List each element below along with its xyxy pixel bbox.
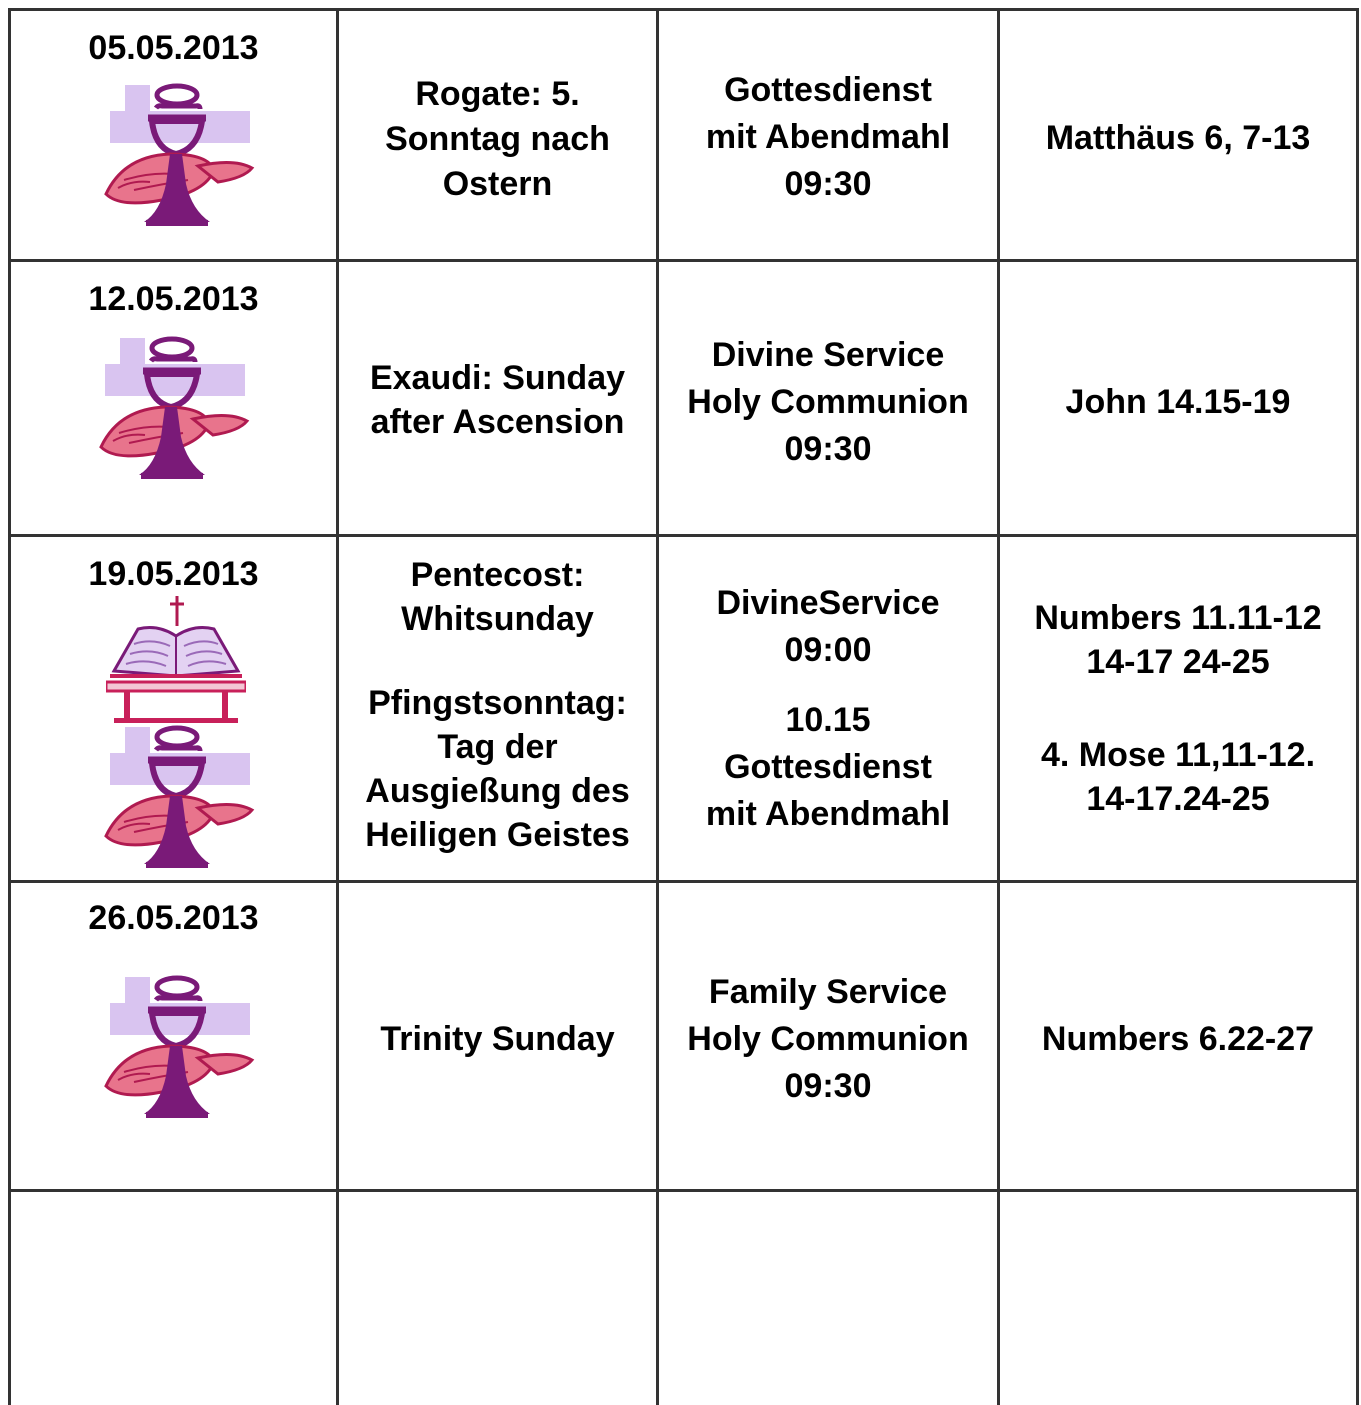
reading-line: Numbers 11.11-12 (1034, 599, 1322, 637)
sunday-line: Tag der (437, 728, 558, 766)
service-line: 09:30 (784, 1066, 872, 1105)
table-border-right (1356, 8, 1359, 1405)
service-cell (659, 968, 997, 1110)
reading-line: 14-17 24-25 (1086, 643, 1270, 681)
date-cell: 05.05.2013 (88, 29, 259, 67)
sunday-cell (339, 354, 656, 446)
sunday-cell (339, 553, 656, 867)
reading-line: John 14.15-19 (1065, 382, 1291, 421)
service-line: mit Abendmahl (705, 117, 951, 156)
sunday-line: Sonntag nach (385, 119, 610, 158)
reading-cell (1000, 1015, 1356, 1063)
sunday-line: Ausgießung des (365, 772, 630, 810)
service-line: Divine Service (711, 335, 945, 374)
open-bible-lectern-icon (106, 596, 246, 726)
chalice-bread-icon (100, 974, 260, 1124)
sunday-line: Pentecost: (410, 556, 585, 594)
service-line: 09:00 (784, 631, 872, 669)
service-line: Gottesdienst (724, 748, 932, 786)
empty-row (11, 1192, 1356, 1405)
date-cell: 26.05.2013 (88, 899, 259, 937)
row-divider (8, 534, 1359, 537)
sunday-line: Exaudi: Sunday (369, 359, 626, 397)
sunday-line: Heiligen Geistes (365, 816, 630, 854)
sunday-line: Ostern (442, 164, 553, 203)
sunday-line: Pfingstsonntag: (368, 684, 627, 722)
row-divider (8, 880, 1359, 883)
service-line: 10.15 (785, 701, 871, 739)
service-line: mit Abendmahl (705, 795, 951, 833)
chalice-bread-icon (95, 335, 255, 485)
service-cell (659, 66, 997, 208)
reading-cell (1000, 378, 1356, 426)
service-line: 09:30 (784, 429, 872, 468)
service-line: Holy Communion (687, 382, 969, 421)
date-cell: 12.05.2013 (88, 280, 259, 318)
service-line: Family Service (708, 972, 948, 1011)
reading-line: 4. Mose 11,11-12. (1040, 736, 1316, 774)
service-cell (659, 331, 997, 473)
chalice-bread-icon (100, 724, 260, 874)
sunday-line: after Ascension (370, 403, 625, 441)
table-border-top (8, 8, 1359, 11)
chalice-bread-icon (100, 82, 260, 232)
sunday-line: Trinity Sunday (380, 1019, 615, 1058)
reading-cell (1000, 596, 1356, 836)
reading-line: Matthäus 6, 7-13 (1045, 118, 1311, 157)
service-line: 09:30 (784, 164, 872, 203)
service-line: DivineService (716, 584, 940, 622)
service-line: Gottesdienst (724, 70, 932, 109)
reading-line: Numbers 6.22-27 (1041, 1019, 1315, 1058)
date-cell: 19.05.2013 (88, 555, 259, 593)
reading-cell (1000, 114, 1356, 162)
sunday-line: Whitsunday (401, 600, 594, 638)
sunday-line: Rogate: 5. (415, 74, 580, 113)
sunday-cell (339, 71, 656, 207)
service-line: Holy Communion (687, 1019, 969, 1058)
sunday-cell (339, 1015, 656, 1063)
service-cell (659, 580, 997, 850)
row-divider (8, 259, 1359, 262)
reading-line: 14-17.24-25 (1086, 780, 1270, 818)
